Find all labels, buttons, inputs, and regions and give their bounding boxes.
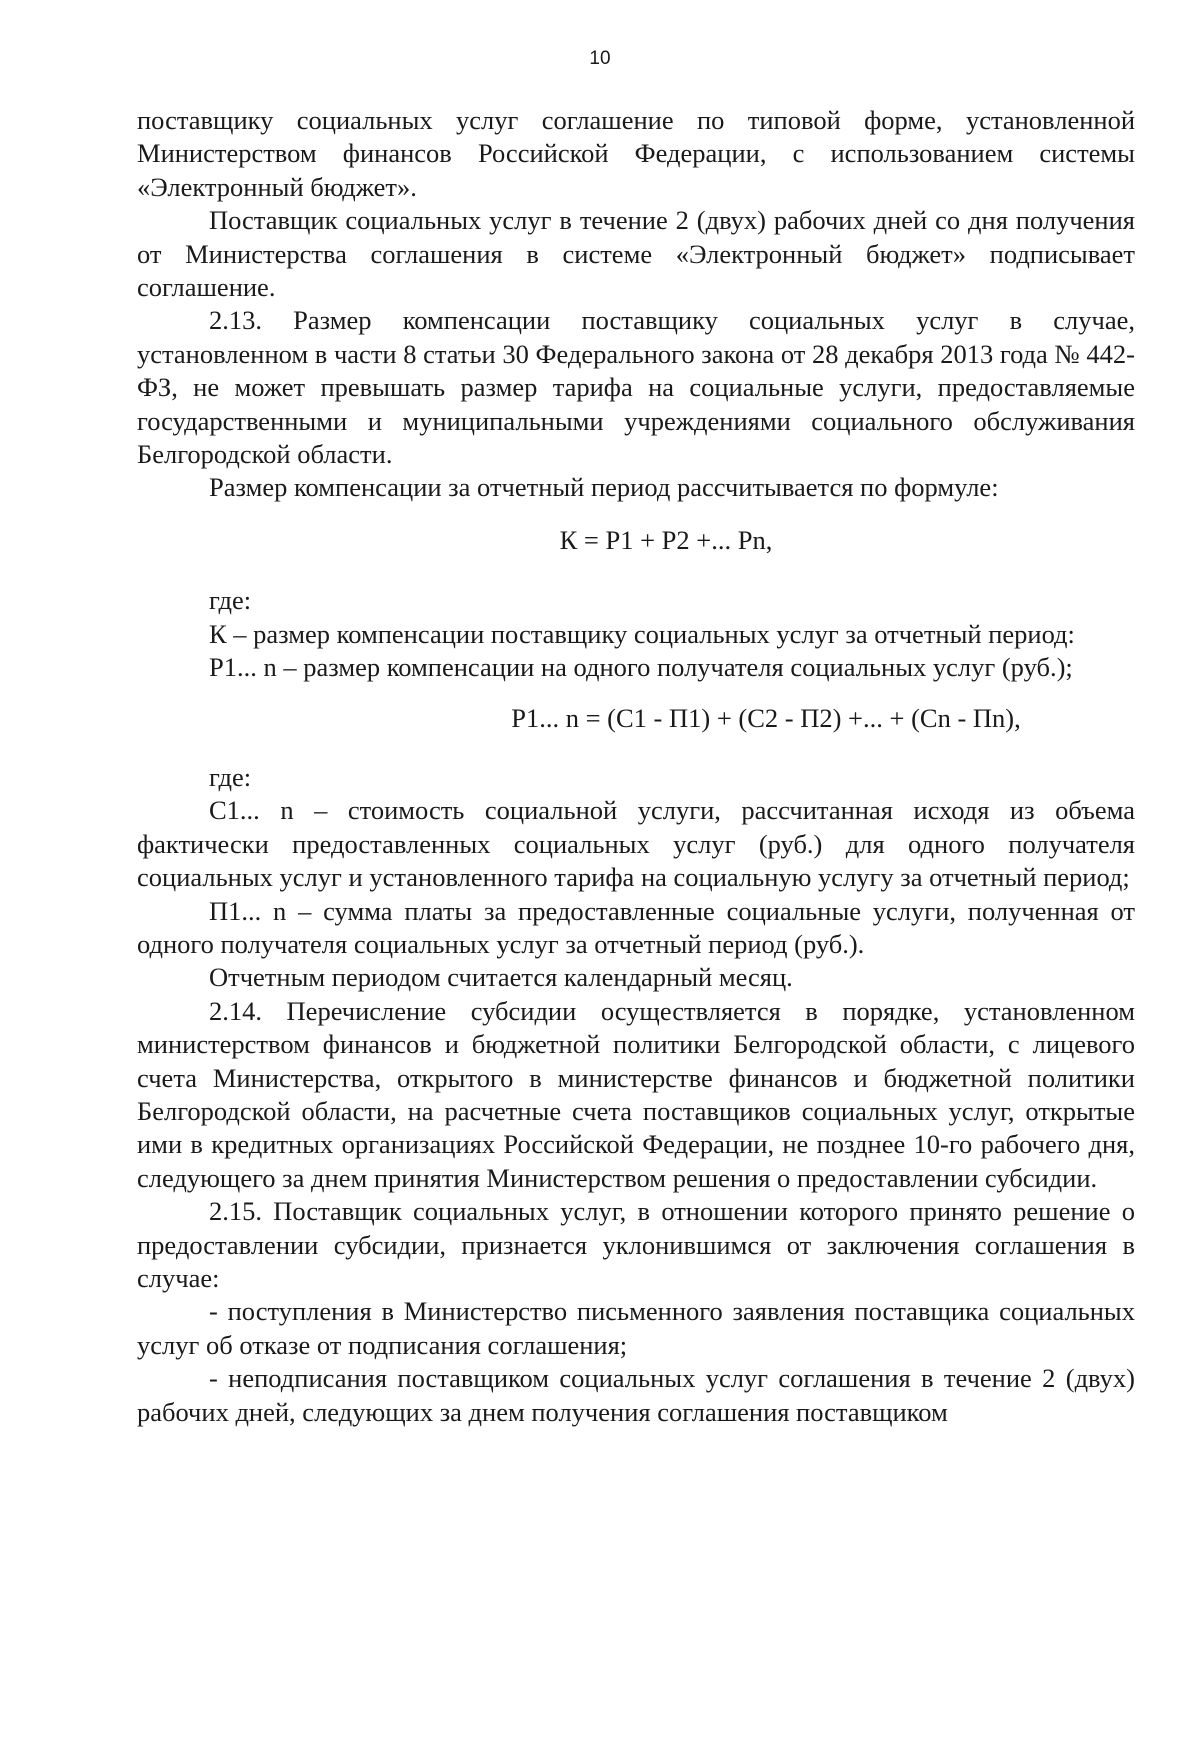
document-body [137,104,1135,1429]
paragraph-continuation: поставщику социальных услуг соглашение по типовой форме, установленной Министерством финансов Российской Федерации, с использованием системы «Электронный бюджет». [137,105,1135,202]
definition-c: С1... n – стоимость социальной услуги, рассчитанная исходя из объема фактически предоставленных социальных услуг (руб.) для одного получателя социальных услуг и установленного тарифа на социальную услугу за отчетный период; [137,795,1135,893]
page-number: 10 [589,48,611,69]
paragraph-2-15: 2.15. Поставщик социальных услуг, в отношении которого принято решение о предоставлении субсидии, признается уклонившимся от заключения соглашения в случае: [137,1196,1135,1293]
list-item-not-signed: - неподписания поставщиком социальных услуг соглашения в течение 2 (двух) рабочих дней, следующих за днем получения соглашения поставщиком [137,1363,1135,1427]
formula-p: Р1... n = (С1 - П1) + (С2 - П2) +... + (Сn - Пn), [511,702,1021,733]
paragraph-2-13: 2.13. Размер компенсации поставщику социальных услуг в случае, установленном в части 8 статьи 30 Федерального закона от 28 декабря 2013 года № 442-ФЗ, не может превышать размер тарифа на социальные услуги, предоставляемые государственными и муниципальными учреждениями социального обслуживания Белгородской области. [137,305,1135,470]
paragraph-where-1: где: [209,585,252,616]
formula-k: К = Р1 + Р2 +... Рn, [559,524,773,555]
paragraph-2-14: 2.14. Перечисление субсидии осуществляется в порядке, установленном министерством финансов и бюджетной политики Белгородской области, с лицевого счета Министерства, открытого в министерстве финансов и бюджетной политики Белгородской области, на расчетные счета поставщиков социальных услуг, открытые ими в кредитных организациях Российской Федерации, не позднее 10-го рабочего дня, следующего за днем принятия Министерством решения о предоставлении субсидии. [137,995,1135,1193]
paragraph-formula-intro: Размер компенсации за отчетный период рассчитывается по формуле: [209,472,999,503]
paragraph-reporting-period: Отчетным периодом считается календарный месяц. [209,962,793,993]
paragraph-signing: Поставщик социальных услуг в течение 2 (двух) рабочих дней со дня получения от Министерства соглашения в системе «Электронный бюджет» подписывает соглашение. [137,205,1135,303]
paragraph-where-2: где: [209,761,252,792]
definition-k: К – размер компенсации поставщику социальных услуг за отчетный период: [209,618,1075,649]
list-item-written-refusal: - поступления в Министерство письменного заявления поставщика социальных услуг об отказе от подписания соглашения; [137,1296,1135,1360]
definition-pi: П1... n – сумма платы за предоставленные социальные услуги, полученная от одного получателя социальных услуг за отчетный период (руб.). [137,895,1135,959]
definition-p: Р1... n – размер компенсации на одного получателя социальных услуг (руб.); [209,652,1073,683]
